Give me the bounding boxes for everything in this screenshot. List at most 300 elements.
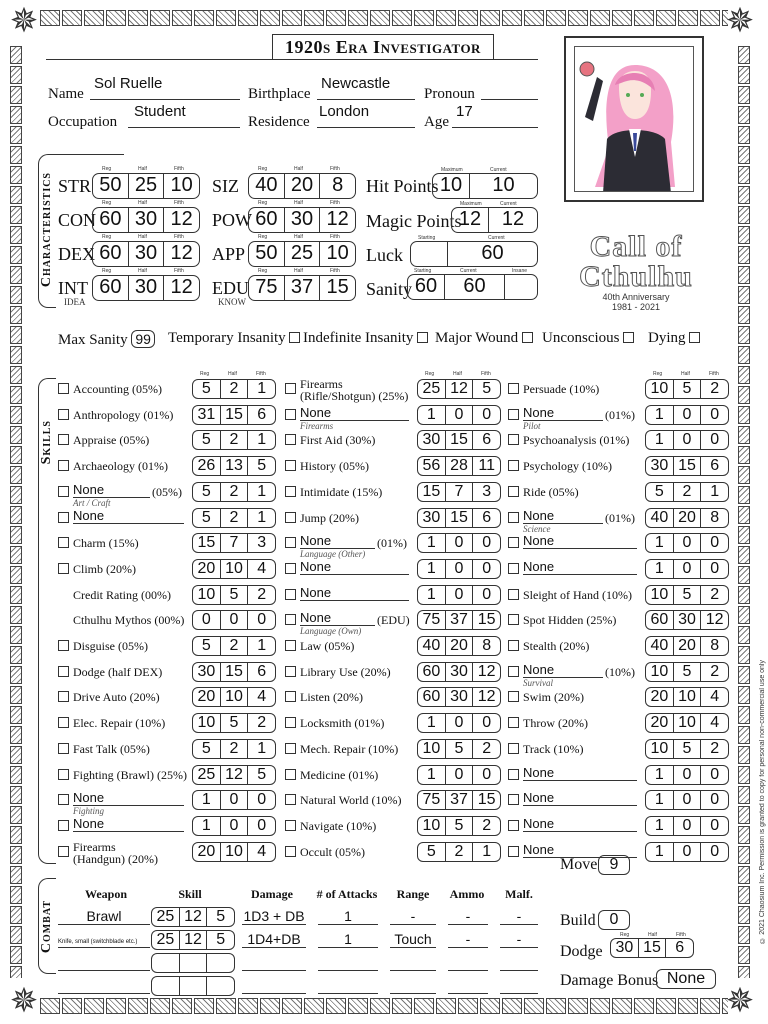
skill-value-box[interactable] <box>192 636 276 656</box>
skill-value: 5 <box>201 482 211 500</box>
skill-value-box[interactable] <box>192 559 276 579</box>
weapon-skill-box[interactable] <box>151 907 235 927</box>
skill-specialty-field[interactable]: None <box>523 509 603 524</box>
skill-value-box[interactable] <box>645 559 729 579</box>
skill-checkbox[interactable] <box>285 614 296 625</box>
skill-value: 30 <box>422 508 441 526</box>
skill-category-label: Pilot <box>523 420 541 431</box>
border-tile <box>10 166 22 184</box>
skill-checkbox[interactable] <box>508 743 519 754</box>
border-tile <box>10 286 22 304</box>
border-tile <box>738 646 750 664</box>
border-tile <box>738 146 750 164</box>
skill-value: 1 <box>426 534 436 552</box>
skill-value-box[interactable] <box>645 610 729 630</box>
skill-value: 0 <box>472 534 500 552</box>
skill-checkbox[interactable] <box>508 640 519 651</box>
damage-bonus-value[interactable]: None <box>656 969 716 989</box>
skill-value: 2 <box>220 483 248 501</box>
skill-checkbox[interactable] <box>508 666 519 677</box>
skill-value-box[interactable] <box>192 430 276 450</box>
border-tile <box>634 998 654 1014</box>
skill-value-box[interactable] <box>192 662 276 682</box>
weapon-malfunction[interactable]: - <box>500 908 538 925</box>
col-label-half: Half <box>453 371 462 377</box>
skill-checkbox[interactable] <box>58 846 69 857</box>
dying[interactable] <box>648 330 703 347</box>
skill-name: Spot Hidden (25%) <box>523 613 617 628</box>
weapon-damage[interactable]: 1D3 + DB <box>243 908 305 924</box>
skill-value-box[interactable] <box>417 430 501 450</box>
skill-specialty-field[interactable]: None <box>523 534 637 549</box>
skill-value-box[interactable] <box>645 713 729 733</box>
build-value[interactable]: 0 <box>598 910 630 930</box>
border-tile <box>10 966 22 978</box>
temp-insanity-label: Temporary Insanity <box>168 330 286 346</box>
skill-value-box[interactable] <box>192 585 276 605</box>
skill-checkbox[interactable] <box>508 589 519 600</box>
skill-value: 60 <box>650 611 669 629</box>
unconscious[interactable] <box>542 330 637 347</box>
skill-value-box[interactable] <box>192 687 276 707</box>
characteristic-half: 37 <box>284 276 320 300</box>
skill-value: 5 <box>220 586 248 604</box>
skill-checkbox[interactable] <box>58 717 69 728</box>
characteristic-box-app[interactable] <box>248 241 356 267</box>
skill-checkbox[interactable] <box>508 486 519 497</box>
skill-value: 1 <box>654 534 664 552</box>
skill-checkbox[interactable] <box>508 383 519 394</box>
skill-value-box[interactable] <box>192 379 276 399</box>
skill-base-percent: (05%) <box>152 484 182 499</box>
skill-checkbox[interactable] <box>58 563 69 574</box>
border-tile <box>738 106 750 124</box>
skill-checkbox[interactable] <box>58 666 69 677</box>
skill-specialty-field[interactable]: None <box>300 560 409 575</box>
skill-value: 0 <box>472 714 500 732</box>
border-tile <box>128 998 148 1014</box>
unconscious-checkbox[interactable] <box>623 332 634 343</box>
skill-value-box[interactable] <box>645 405 729 425</box>
skill-value: 25 <box>422 380 441 397</box>
border-tile <box>436 10 456 26</box>
skill-value-box[interactable] <box>192 790 276 810</box>
border-tile <box>106 10 126 26</box>
col-label-current: Current <box>460 268 477 274</box>
skill-value-box[interactable] <box>645 508 729 528</box>
max-sanity-value[interactable]: 99 <box>131 330 155 348</box>
combat-header-skill: Skill <box>178 887 202 901</box>
dodge-box[interactable] <box>610 938 694 958</box>
skill-checkbox[interactable] <box>508 614 519 625</box>
border-tile <box>10 426 22 444</box>
name-field[interactable] <box>90 75 240 100</box>
skill-value-box[interactable] <box>645 533 729 553</box>
skill-value-box[interactable] <box>417 636 501 656</box>
sheet-title: 1920s Era Investigator <box>272 34 494 60</box>
skill-checkbox[interactable] <box>508 846 519 857</box>
skill-name: Fighting (Brawl) (25%) <box>73 767 187 782</box>
border-tile <box>738 626 750 644</box>
skill-checkbox[interactable] <box>58 434 69 445</box>
weapon-malfunction[interactable]: - <box>500 931 538 948</box>
skill-value: 30 <box>673 611 701 629</box>
weapon-damage[interactable] <box>242 954 306 971</box>
skill-value: 6 <box>472 431 500 449</box>
skill-specialty-field[interactable]: None <box>73 483 150 498</box>
skill-value: 0 <box>700 843 728 861</box>
skill-value: 2 <box>220 380 248 398</box>
skill-value-box[interactable] <box>192 842 276 862</box>
residence-field[interactable] <box>317 103 415 128</box>
luck-box[interactable] <box>410 241 538 267</box>
skill-specialty-field[interactable]: None <box>523 406 603 421</box>
skill-checkbox[interactable] <box>58 691 69 702</box>
skill-value-box[interactable] <box>417 816 501 836</box>
skill-value-box[interactable] <box>192 713 276 733</box>
weapon-attacks[interactable]: 1 <box>318 931 378 948</box>
skill-value-box[interactable] <box>645 816 729 836</box>
skill-value: 10 <box>422 816 441 834</box>
characteristic-box-pow[interactable] <box>248 207 356 233</box>
weapon-malfunction[interactable] <box>500 977 538 994</box>
skill-checkbox[interactable] <box>58 383 69 394</box>
skill-checkbox[interactable] <box>58 794 69 805</box>
skill-checkbox[interactable] <box>285 794 296 805</box>
skill-checkbox[interactable] <box>285 769 296 780</box>
skill-name: Anthropology (01%) <box>73 407 174 422</box>
characteristic-fifth: 10 <box>319 242 355 266</box>
skill-value: 3 <box>247 534 275 552</box>
skill-checkbox[interactable] <box>508 717 519 728</box>
skill-checkbox[interactable] <box>508 434 519 445</box>
skill-value-box[interactable] <box>192 508 276 528</box>
skill-checkbox[interactable] <box>285 434 296 445</box>
skill-value: 1 <box>654 765 664 783</box>
skill-value-box[interactable] <box>192 482 276 502</box>
skill-specialty-field[interactable]: None <box>300 586 409 601</box>
skill-value-box[interactable] <box>417 379 501 399</box>
skill-value: 28 <box>445 457 473 475</box>
border-tile <box>414 998 434 1014</box>
border-tile <box>238 10 258 26</box>
skill-value-box[interactable] <box>417 456 501 476</box>
skill-checkbox[interactable] <box>508 820 519 831</box>
characteristic-fifth: 10 <box>163 174 199 198</box>
border-tile <box>10 666 22 684</box>
skill-value-box[interactable] <box>645 842 729 862</box>
weapon-skill-value <box>152 954 179 972</box>
occupation-field[interactable] <box>128 103 240 128</box>
skill-checkbox[interactable] <box>58 820 69 831</box>
weapon-name[interactable] <box>58 954 150 971</box>
characteristic-fifth: 8 <box>319 174 355 198</box>
characteristic-reg: 60 <box>255 208 278 230</box>
skill-value-box[interactable] <box>417 662 501 682</box>
col-label-fifth: Fifth <box>256 371 266 377</box>
skill-value-box[interactable] <box>417 508 501 528</box>
skill-checkbox[interactable] <box>508 409 519 420</box>
move-label: Move <box>560 856 598 873</box>
call-of-cthulhu-logo <box>556 232 716 322</box>
magic-points-box[interactable] <box>451 207 538 233</box>
skill-name: Sleight of Hand (10%) <box>523 587 632 602</box>
characteristic-box-edu[interactable] <box>248 275 356 301</box>
col-label-current: Current <box>500 201 517 207</box>
skill-checkbox[interactable] <box>285 820 296 831</box>
logo-line-2: Cthulhu <box>579 260 693 293</box>
skill-value-box[interactable] <box>192 533 276 553</box>
skill-value: 0 <box>673 766 701 784</box>
characteristic-box-str[interactable] <box>92 173 200 199</box>
skill-checkbox[interactable] <box>285 537 296 548</box>
skill-checkbox[interactable] <box>58 409 69 420</box>
skill-checkbox[interactable] <box>285 846 296 857</box>
skill-checkbox[interactable] <box>285 486 296 497</box>
characteristic-reg: 50 <box>255 242 278 264</box>
border-tile <box>738 586 750 604</box>
weapon-attacks[interactable] <box>318 954 378 971</box>
characteristic-box-int[interactable] <box>92 275 200 301</box>
skill-name: Ride (05%) <box>523 484 579 499</box>
skill-value-box[interactable] <box>645 739 729 759</box>
weapon-ammo[interactable] <box>448 954 488 971</box>
skill-value-box[interactable] <box>645 687 729 707</box>
temporary-insanity[interactable] <box>168 330 303 347</box>
birthplace-value: Newcastle <box>321 75 391 92</box>
skill-value: 1 <box>247 380 275 398</box>
skill-checkbox[interactable] <box>285 563 296 574</box>
col-label-maximum: Maximum <box>441 167 463 173</box>
skill-checkbox[interactable] <box>508 691 519 702</box>
skill-value: 31 <box>197 405 216 423</box>
skill-checkbox[interactable] <box>285 460 296 471</box>
border-tile <box>10 126 22 144</box>
weapon-skill-box[interactable] <box>151 976 235 996</box>
skill-value-box[interactable] <box>645 662 729 682</box>
skill-name: Natural World (10%) <box>300 793 402 808</box>
skill-value-box[interactable] <box>645 585 729 605</box>
skill-checkbox[interactable] <box>508 563 519 574</box>
skill-value: 0 <box>673 843 701 861</box>
border-tile <box>738 366 750 384</box>
skill-name: Climb (20%) <box>73 561 136 576</box>
skill-checkbox[interactable] <box>508 769 519 780</box>
skill-value-box[interactable] <box>417 739 501 759</box>
weapon-range[interactable]: - <box>390 908 436 925</box>
skill-value-box[interactable] <box>645 790 729 810</box>
skill-value-box[interactable] <box>417 585 501 605</box>
weapon-range[interactable] <box>390 954 436 971</box>
characteristic-box-dex[interactable] <box>92 241 200 267</box>
skill-checkbox[interactable] <box>508 460 519 471</box>
border-tile <box>738 746 750 764</box>
dodge-reg: 30 <box>615 939 634 956</box>
skill-value: 1 <box>654 431 664 449</box>
characteristic-label-edu: EDU <box>212 278 249 298</box>
birthplace-field[interactable] <box>317 75 415 100</box>
skill-value-box[interactable] <box>417 533 501 553</box>
weapon-damage[interactable]: 1D4+DB <box>242 931 306 948</box>
border-tile <box>10 466 22 484</box>
characteristic-half: 20 <box>284 174 320 198</box>
skill-specialty-field[interactable]: None <box>73 509 184 524</box>
weapon-skill-value <box>206 977 234 995</box>
skill-checkbox[interactable] <box>285 589 296 600</box>
skill-value: 12 <box>700 611 728 629</box>
skill-checkbox[interactable] <box>508 537 519 548</box>
skill-specialty-field[interactable]: None <box>523 766 637 781</box>
skill-value: 7 <box>220 534 248 552</box>
skill-checkbox[interactable] <box>58 743 69 754</box>
skill-value-box[interactable] <box>192 405 276 425</box>
skill-value-box[interactable] <box>417 482 501 502</box>
skill-specialty-field[interactable]: None <box>523 663 603 678</box>
col-label-half: Half <box>138 268 147 274</box>
skill-checkbox[interactable] <box>508 794 519 805</box>
skill-value: 20 <box>650 688 669 706</box>
skill-checkbox[interactable] <box>285 691 296 702</box>
border-tile <box>738 246 750 264</box>
skill-checkbox[interactable] <box>58 486 69 497</box>
name-value: Sol Ruelle <box>94 75 163 92</box>
skill-value-box[interactable] <box>417 790 501 810</box>
weapon-range[interactable] <box>390 977 436 994</box>
weapon-skill-value: 12 <box>179 908 207 926</box>
skill-checkbox[interactable] <box>58 512 69 523</box>
skill-value-box[interactable] <box>417 713 501 733</box>
skill-value-box[interactable] <box>192 765 276 785</box>
weapon-range[interactable]: Touch <box>390 931 436 948</box>
weapon-attacks[interactable]: 1 <box>318 908 378 925</box>
characteristic-box-siz[interactable] <box>248 173 356 199</box>
major-wound-checkbox[interactable] <box>522 332 533 343</box>
indefinite-insanity[interactable] <box>303 330 431 347</box>
skill-value: 0 <box>445 560 473 578</box>
major-wound[interactable] <box>435 330 536 347</box>
weapon-name[interactable]: Brawl <box>58 908 150 925</box>
skill-value-box[interactable] <box>645 636 729 656</box>
skill-checkbox[interactable] <box>285 743 296 754</box>
skill-checkbox[interactable] <box>285 512 296 523</box>
skill-value-box[interactable] <box>417 765 501 785</box>
dying-checkbox[interactable] <box>689 332 700 343</box>
move-value[interactable]: 9 <box>598 855 630 875</box>
skill-value: 5 <box>201 739 211 757</box>
border-tile <box>10 246 22 264</box>
border-tile <box>10 206 22 224</box>
skill-value: 0 <box>673 431 701 449</box>
skill-specialty-field[interactable]: None <box>73 791 184 806</box>
weapon-ammo[interactable]: - <box>448 931 488 948</box>
skill-value-box[interactable] <box>645 430 729 450</box>
skill-specialty-field[interactable]: None <box>300 406 409 421</box>
skill-specialty-field[interactable]: None <box>523 560 637 575</box>
skill-specialty-field[interactable]: None <box>300 534 375 549</box>
skill-value-box[interactable] <box>192 739 276 759</box>
skill-value: 5 <box>654 482 664 500</box>
skill-checkbox[interactable] <box>285 666 296 677</box>
skill-value-box[interactable] <box>417 559 501 579</box>
characteristic-box-con[interactable] <box>92 207 200 233</box>
skill-value: 75 <box>422 791 441 809</box>
border-tile <box>634 10 654 26</box>
skill-specialty-field[interactable]: None <box>300 611 375 626</box>
skill-value-box[interactable] <box>645 456 729 476</box>
skill-value: 1 <box>201 791 211 809</box>
skill-value: 37 <box>445 611 473 629</box>
skill-checkbox[interactable] <box>285 409 296 420</box>
skill-value-box[interactable] <box>192 816 276 836</box>
top-border <box>40 10 728 26</box>
hit-points-box[interactable] <box>432 173 538 199</box>
skill-specialty-field[interactable]: None <box>523 843 637 858</box>
elder-sign-icon: ✵ <box>725 3 755 40</box>
skill-checkbox[interactable] <box>508 512 519 523</box>
characteristic-label-siz: SIZ <box>212 176 239 196</box>
skill-checkbox[interactable] <box>58 640 69 651</box>
skill-checkbox[interactable] <box>285 717 296 728</box>
skill-value-box[interactable] <box>645 482 729 502</box>
skill-value: 25 <box>197 765 216 783</box>
weapon-ammo[interactable] <box>448 977 488 994</box>
skill-checkbox[interactable] <box>285 640 296 651</box>
skill-checkbox[interactable] <box>285 383 296 394</box>
skill-specialty-field[interactable]: None <box>523 817 637 832</box>
characteristic-reg: 50 <box>99 174 122 196</box>
weapon-name[interactable] <box>58 977 150 994</box>
weapon-skill-value <box>179 954 207 972</box>
pronoun-field[interactable] <box>481 83 538 100</box>
sanity-box[interactable] <box>407 274 538 300</box>
skill-checkbox[interactable] <box>58 537 69 548</box>
skill-specialty-field[interactable]: None <box>73 817 184 832</box>
skill-checkbox[interactable] <box>58 769 69 780</box>
weapon-skill-box[interactable] <box>151 930 235 950</box>
skill-value-box[interactable] <box>417 405 501 425</box>
skill-value-box[interactable] <box>192 610 276 630</box>
skill-value-box[interactable] <box>192 456 276 476</box>
skill-name-line2: (Handgun) (20%) <box>73 851 158 866</box>
temp-insanity-checkbox[interactable] <box>289 332 300 343</box>
skill-value: 11 <box>472 457 500 475</box>
weapon-malfunction[interactable] <box>500 954 538 971</box>
major-wound-label: Major Wound <box>435 330 519 346</box>
hp-current: 10 <box>469 174 537 198</box>
skill-value-box[interactable] <box>417 842 501 862</box>
logo-anniversary: 40th Anniversary <box>602 292 670 302</box>
skill-value-box[interactable] <box>645 765 729 785</box>
weapon-name[interactable]: Knife, small (switchblade etc.) <box>58 931 150 948</box>
skill-value-box[interactable] <box>417 687 501 707</box>
skill-value: 15 <box>197 534 216 552</box>
weapon-attacks[interactable] <box>318 977 378 994</box>
border-tile <box>546 998 566 1014</box>
weapon-skill-box[interactable] <box>151 953 235 973</box>
skill-value-box[interactable] <box>417 610 501 630</box>
portrait-frame[interactable] <box>564 36 704 202</box>
skill-value-box[interactable] <box>645 379 729 399</box>
skill-specialty-field[interactable]: None <box>523 791 637 806</box>
col-label-fifth: Fifth <box>330 166 340 172</box>
age-field[interactable] <box>452 103 538 128</box>
weapon-damage[interactable] <box>242 977 306 994</box>
skill-checkbox[interactable] <box>58 460 69 471</box>
characteristic-label-int: INT <box>58 278 88 298</box>
indef-insanity-checkbox[interactable] <box>417 332 428 343</box>
weapon-ammo[interactable]: - <box>448 908 488 925</box>
skill-value: 2 <box>700 586 728 604</box>
